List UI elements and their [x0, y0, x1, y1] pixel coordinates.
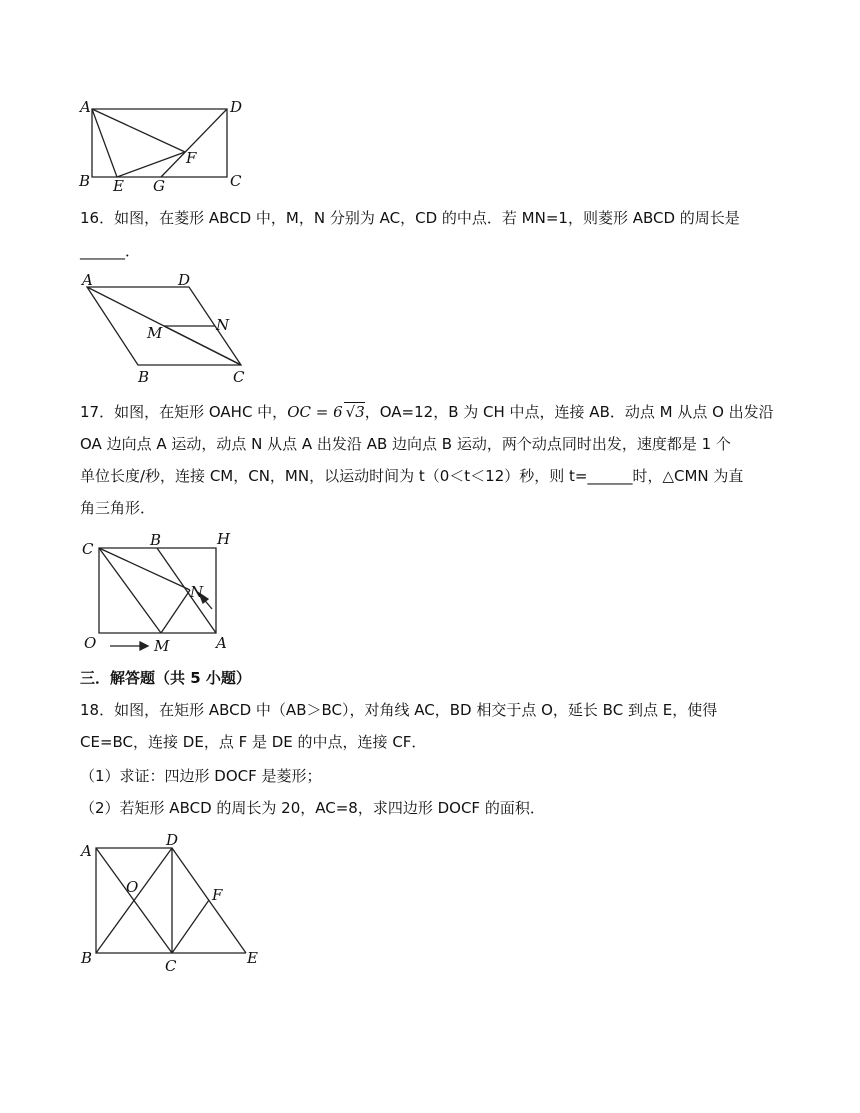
- label-d: D: [178, 271, 191, 289]
- q18-line-2: CE=BC，连接 DE，点 F 是 DE 的中点，连接 CF．: [80, 733, 427, 751]
- segment-cf: [172, 900, 209, 953]
- label-b: B: [138, 368, 150, 386]
- math-eq: = 6: [310, 403, 343, 421]
- label-c: C: [82, 540, 94, 558]
- label-a: A: [81, 842, 92, 860]
- label-g: G: [153, 177, 165, 195]
- label-b: B: [81, 949, 93, 967]
- label-e: E: [247, 949, 258, 967]
- q17-line-4: 角三角形．: [80, 499, 156, 517]
- label-b: B: [150, 531, 162, 549]
- label-h: H: [217, 530, 231, 548]
- label-m: M: [147, 324, 163, 342]
- label-a: A: [82, 271, 93, 289]
- label-m: M: [154, 637, 170, 655]
- q17-line-1-post: ，OA=12，B 为 CH 中点，连接 AB．动点 M 从点 O 出发沿: [364, 403, 774, 421]
- label-c: C: [230, 172, 242, 190]
- math-oc: OC: [287, 403, 311, 421]
- label-o: O: [84, 634, 97, 652]
- label-o: O: [126, 878, 139, 896]
- label-f: F: [212, 886, 223, 904]
- label-c: C: [165, 957, 177, 975]
- q18-part-1: （1）求证：四边形 DOCF 是菱形；: [80, 767, 322, 785]
- label-b: B: [79, 172, 91, 190]
- section-3-heading: 三．解答题（共 5 小题）: [80, 669, 251, 687]
- q16-line-1: 16．如图，在菱形 ABCD 中，M，N 分别为 AC，CD 的中点．若 MN=1，则菱形 ABCD 的周长是: [80, 209, 740, 227]
- label-a: A: [216, 634, 227, 652]
- label-e: E: [113, 177, 124, 195]
- q16-line-2: ______．: [80, 242, 141, 260]
- q17-line-1-pre: 17．如图，在矩形 OAHC 中，: [80, 403, 288, 421]
- q18-part-2: （2）若矩形 ABCD 的周长为 20，AC=8，求四边形 DOCF 的面积．: [80, 799, 545, 817]
- label-n: N: [216, 316, 230, 334]
- q18-line-1: 18．如图，在矩形 ABCD 中（AB＞BC），对角线 AC，BD 相交于点 O，延长 BC 到点 E，使得: [80, 701, 718, 719]
- q17-line-2: OA 边向点 A 运动，动点 N 从点 A 出发沿 AB 边向点 B 运动，两个动点同时出发，速度都是 1 个: [80, 435, 731, 453]
- label-n: N: [190, 583, 204, 601]
- label-f: F: [186, 149, 197, 167]
- label-a: A: [80, 98, 91, 116]
- label-d: D: [166, 831, 179, 849]
- math-sqrt: √3: [345, 403, 365, 421]
- label-c: C: [233, 368, 245, 386]
- q17-line-3: 单位长度/秒，连接 CM，CN，MN，以运动时间为 t（0＜t＜12）秒，则 t=______时，△CMN 为直: [80, 467, 744, 485]
- label-d: D: [230, 98, 243, 116]
